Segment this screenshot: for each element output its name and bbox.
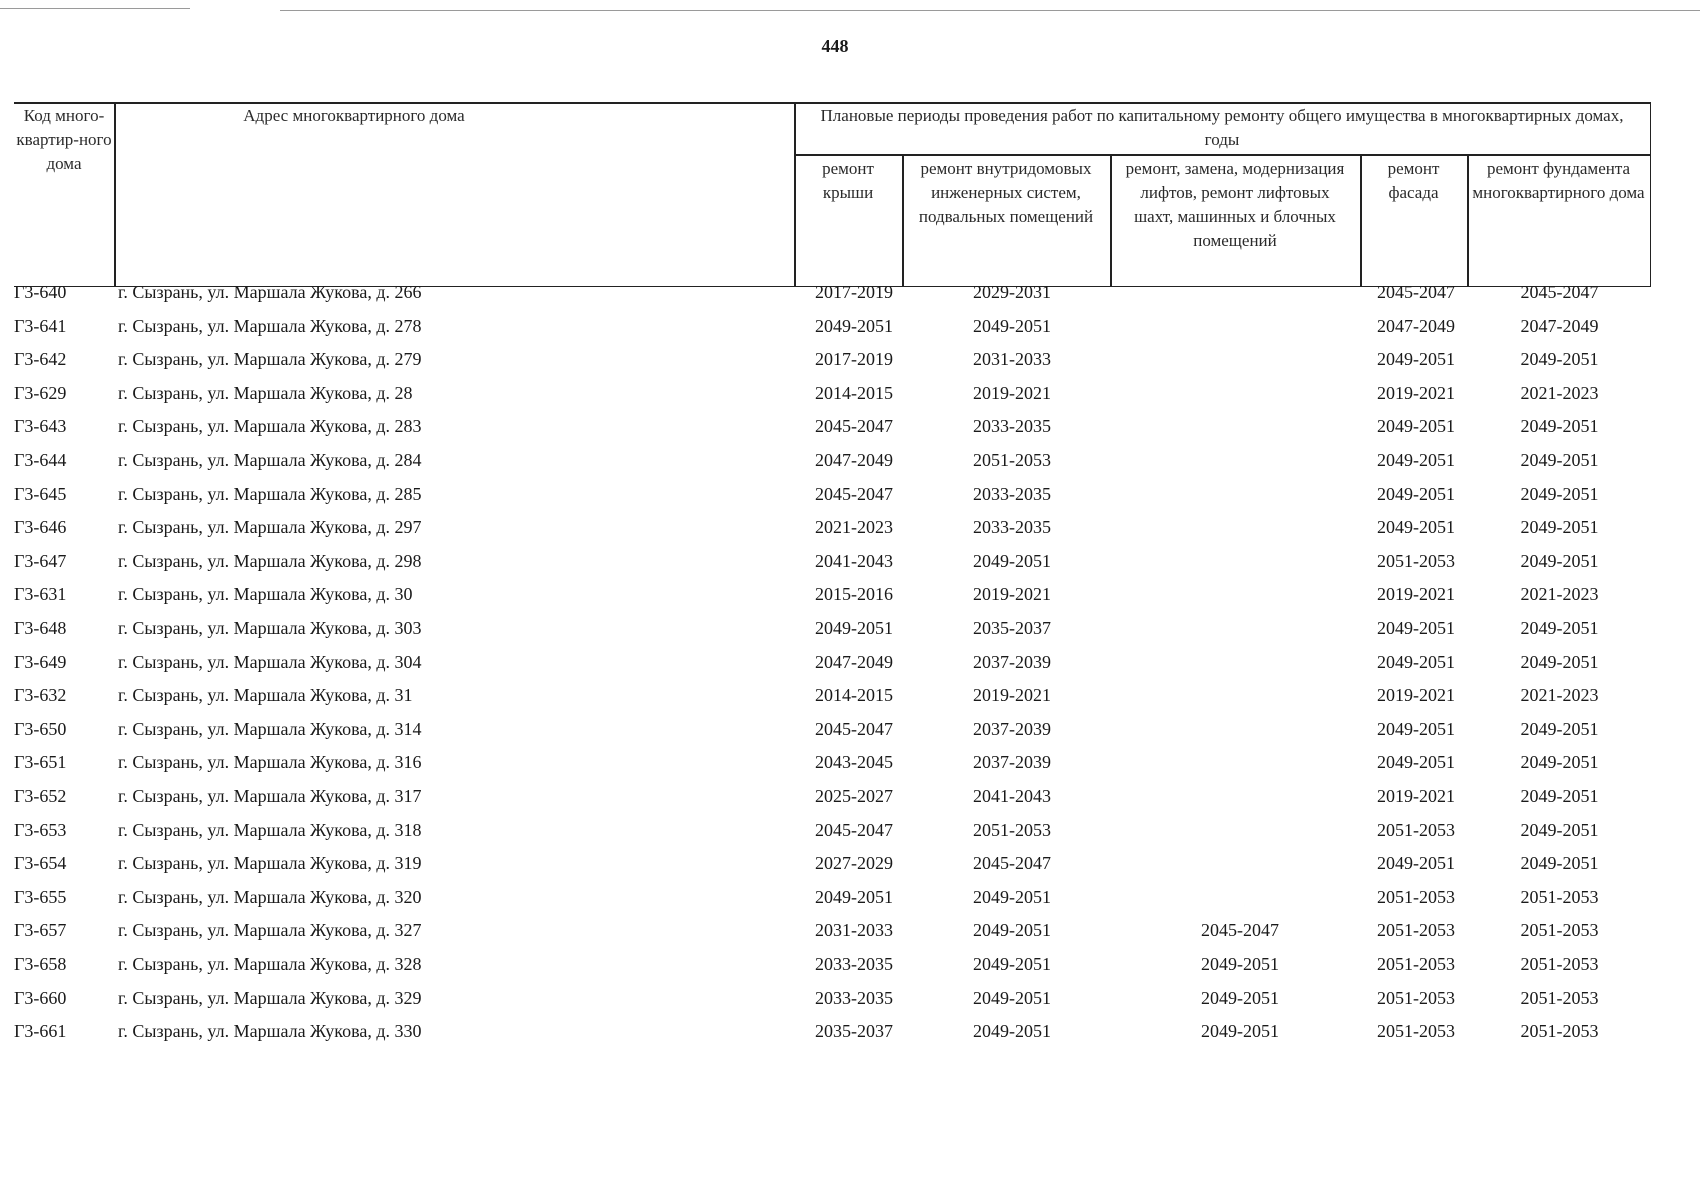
facade-period: 2051-2053 — [1377, 886, 1455, 907]
roof-period: 2045-2047 — [815, 416, 893, 437]
house-address: г. Сызрань, ул. Маршала Жукова, д. 320 — [118, 886, 422, 907]
engineering-period: 2035-2037 — [973, 618, 1051, 638]
table-row — [0, 580, 1703, 614]
engineering-period: 2045-2047 — [973, 853, 1051, 874]
table-row — [0, 379, 1703, 413]
table-row — [0, 513, 1703, 547]
table-row — [0, 782, 1703, 816]
roof-period: 2045-2047 — [815, 718, 893, 739]
table-row — [0, 950, 1703, 984]
facade-period: 2049-2051 — [1377, 718, 1455, 739]
facade-period: 2051-2053 — [1377, 550, 1455, 571]
house-address: г. Сызрань, ул. Маршала Жукова, д. 297 — [118, 517, 422, 538]
foundation-period: 2049-2051 — [1520, 550, 1599, 571]
table-row — [0, 681, 1703, 715]
engineering-period: 2019-2021 — [973, 382, 1051, 403]
engineering-period: 2049-2051 — [973, 987, 1051, 1008]
foundation-period: 2049-2051 — [1520, 618, 1599, 638]
foundation-period: 2051-2053 — [1520, 987, 1599, 1008]
house-address: г. Сызрань, ул. Маршала Жукова, д. 283 — [118, 416, 422, 437]
house-code: Г3-632 — [14, 685, 67, 706]
house-code: Г3-646 — [14, 517, 67, 538]
roof-period: 2017-2019 — [815, 282, 893, 302]
foundation-period: 2051-2053 — [1520, 920, 1599, 941]
engineering-period: 2049-2051 — [973, 550, 1051, 571]
house-code: Г3-647 — [14, 550, 67, 571]
foundation-period: 2049-2051 — [1520, 517, 1599, 538]
house-code: Г3-645 — [14, 483, 67, 504]
roof-period: 2021-2023 — [815, 517, 893, 538]
facade-period: 2049-2051 — [1377, 483, 1455, 504]
foundation-period: 2051-2053 — [1520, 886, 1599, 907]
engineering-period: 2049-2051 — [973, 954, 1051, 974]
page-number: 448 — [821, 36, 849, 56]
roof-period: 2033-2035 — [815, 987, 893, 1008]
house-code: Г3-654 — [14, 853, 67, 874]
roof-period: 2027-2029 — [815, 853, 893, 874]
header-address: Адрес многоквартирного дома — [243, 106, 465, 125]
lift-period: 2049-2051 — [1201, 987, 1279, 1008]
house-address: г. Сызрань, ул. Маршала Жукова, д. 266 — [118, 282, 422, 302]
house-address: г. Сызрань, ул. Маршала Жукова, д. 318 — [118, 819, 422, 840]
table-row — [0, 916, 1703, 950]
engineering-period: 2033-2035 — [973, 416, 1051, 437]
facade-period: 2049-2051 — [1377, 651, 1455, 672]
house-address: г. Сызрань, ул. Маршала Жукова, д. 319 — [118, 853, 422, 874]
house-code: Г3-660 — [14, 987, 67, 1008]
house-code: Г3-661 — [14, 1021, 67, 1042]
table-row — [0, 1017, 1703, 1051]
house-code: Г3-653 — [14, 819, 67, 840]
house-address: г. Сызрань, ул. Маршала Жукова, д. 314 — [118, 718, 422, 739]
facade-period: 2051-2053 — [1377, 987, 1455, 1008]
roof-period: 2017-2019 — [815, 349, 893, 370]
table-header — [14, 102, 1651, 287]
roof-period: 2041-2043 — [815, 550, 893, 571]
foundation-period: 2021-2023 — [1520, 382, 1599, 403]
table-row — [0, 648, 1703, 682]
house-address: г. Сызрань, ул. Маршала Жукова, д. 30 — [118, 584, 413, 605]
house-code: Г3-642 — [14, 349, 67, 370]
foundation-period: 2049-2051 — [1520, 853, 1599, 874]
engineering-period: 2031-2033 — [973, 349, 1051, 370]
house-address: г. Сызрань, ул. Маршала Жукова, д. 329 — [118, 987, 422, 1008]
facade-period: 2019-2021 — [1377, 584, 1455, 605]
table-row — [0, 748, 1703, 782]
foundation-period: 2051-2053 — [1520, 1021, 1599, 1042]
house-address: г. Сызрань, ул. Маршала Жукова, д. 327 — [118, 920, 422, 941]
roof-period: 2049-2051 — [815, 618, 893, 638]
engineering-period: 2029-2031 — [973, 282, 1051, 302]
foundation-period: 2049-2051 — [1520, 786, 1599, 806]
house-address: г. Сызрань, ул. Маршала Жукова, д. 285 — [118, 483, 422, 504]
roof-period: 2049-2051 — [815, 886, 893, 907]
table-row — [0, 715, 1703, 749]
header-periods: Плановые периоды проведения работ по капитальному ремонту общего имущества в многоквартирных домах, годы — [820, 106, 1624, 149]
roof-period: 2014-2015 — [815, 685, 893, 706]
house-code: Г3-657 — [14, 920, 67, 941]
facade-period: 2049-2051 — [1377, 853, 1455, 874]
house-address: г. Сызрань, ул. Маршала Жукова, д. 328 — [118, 954, 422, 974]
header-roof: ремонт крыши — [822, 159, 874, 202]
table-row — [0, 883, 1703, 917]
house-code: Г3-631 — [14, 584, 67, 605]
table-row — [0, 412, 1703, 446]
facade-period: 2051-2053 — [1377, 819, 1455, 840]
facade-period: 2019-2021 — [1377, 382, 1455, 403]
table-row — [0, 345, 1703, 379]
table-row — [0, 614, 1703, 648]
house-code: Г3-644 — [14, 450, 67, 470]
roof-period: 2025-2027 — [815, 786, 893, 806]
foundation-period: 2049-2051 — [1520, 752, 1599, 773]
facade-period: 2049-2051 — [1377, 752, 1455, 773]
house-code: Г3-629 — [14, 382, 67, 403]
table-row — [0, 984, 1703, 1018]
foundation-period: 2049-2051 — [1520, 450, 1599, 470]
house-code: Г3-650 — [14, 718, 67, 739]
house-address: г. Сызрань, ул. Маршала Жукова, д. 278 — [118, 315, 422, 336]
col-divider — [114, 102, 116, 286]
foundation-period: 2049-2051 — [1520, 416, 1599, 437]
facade-period: 2049-2051 — [1377, 450, 1455, 470]
facade-period: 2049-2051 — [1377, 349, 1455, 370]
house-code: Г3-652 — [14, 786, 67, 806]
table-row — [0, 849, 1703, 883]
roof-period: 2033-2035 — [815, 954, 893, 974]
header-facade: ремонт фасада — [1387, 159, 1440, 202]
house-code: Г3-658 — [14, 954, 67, 974]
facade-period: 2019-2021 — [1377, 685, 1455, 706]
engineering-period: 2037-2039 — [973, 752, 1051, 773]
roof-period: 2014-2015 — [815, 382, 893, 403]
house-address: г. Сызрань, ул. Маршала Жукова, д. 303 — [118, 618, 422, 638]
scan-artifact-line — [280, 10, 1700, 11]
roof-period: 2045-2047 — [815, 483, 893, 504]
facade-period: 2049-2051 — [1377, 517, 1455, 538]
foundation-period: 2049-2051 — [1520, 718, 1599, 739]
house-address: г. Сызрань, ул. Маршала Жукова, д. 298 — [118, 550, 422, 571]
foundation-period: 2021-2023 — [1520, 685, 1599, 706]
table-row — [0, 480, 1703, 514]
roof-period: 2047-2049 — [815, 651, 893, 672]
table-row — [0, 278, 1703, 312]
facade-period: 2047-2049 — [1377, 315, 1455, 336]
engineering-period: 2049-2051 — [973, 920, 1051, 941]
house-address: г. Сызрань, ул. Маршала Жукова, д. 284 — [118, 450, 422, 470]
house-address: г. Сызрань, ул. Маршала Жукова, д. 316 — [118, 752, 422, 773]
roof-period: 2045-2047 — [815, 819, 893, 840]
facade-period: 2051-2053 — [1377, 954, 1455, 974]
engineering-period: 2033-2035 — [973, 517, 1051, 538]
engineering-period: 2019-2021 — [973, 584, 1051, 605]
house-code: Г3-648 — [14, 618, 67, 638]
house-address: г. Сызрань, ул. Маршала Жукова, д. 28 — [118, 382, 413, 403]
foundation-period: 2045-2047 — [1520, 282, 1599, 302]
foundation-period: 2049-2051 — [1520, 819, 1599, 840]
facade-period: 2049-2051 — [1377, 618, 1455, 638]
engineering-period: 2049-2051 — [973, 1021, 1051, 1042]
table-row — [0, 816, 1703, 850]
roof-period: 2031-2033 — [815, 920, 893, 941]
engineering-period: 2041-2043 — [973, 786, 1051, 806]
house-code: Г3-655 — [14, 886, 67, 907]
header-foundation: ремонт фундамента многоквартирного дома — [1472, 159, 1645, 202]
roof-period: 2049-2051 — [815, 315, 893, 336]
facade-period: 2049-2051 — [1377, 416, 1455, 437]
scan-artifact-line — [0, 8, 190, 9]
facade-period: 2051-2053 — [1377, 1021, 1455, 1042]
engineering-period: 2019-2021 — [973, 685, 1051, 706]
engineering-period: 2037-2039 — [973, 651, 1051, 672]
engineering-period: 2049-2051 — [973, 886, 1051, 907]
header-lift: ремонт, замена, модернизация лифтов, ремонт лифтовых шахт, машинных и блочных помещений — [1125, 159, 1345, 250]
header-engineering: ремонт внутридомовых инженерных систем, подвальных помещений — [918, 159, 1094, 226]
engineering-period: 2051-2053 — [973, 819, 1051, 840]
facade-period: 2045-2047 — [1377, 282, 1455, 302]
facade-period: 2019-2021 — [1377, 786, 1455, 806]
lift-period: 2045-2047 — [1201, 920, 1279, 941]
foundation-period: 2049-2051 — [1520, 349, 1599, 370]
house-code: Г3-651 — [14, 752, 67, 773]
header-code: Код много-квартир-ного дома — [16, 106, 112, 173]
foundation-period: 2049-2051 — [1520, 651, 1599, 672]
facade-period: 2051-2053 — [1377, 920, 1455, 941]
table-row — [0, 446, 1703, 480]
engineering-period: 2051-2053 — [973, 450, 1051, 470]
house-code: Г3-640 — [14, 282, 67, 302]
table-row — [0, 547, 1703, 581]
foundation-period: 2021-2023 — [1520, 584, 1599, 605]
roof-period: 2015-2016 — [815, 584, 893, 605]
roof-period: 2043-2045 — [815, 752, 893, 773]
table-row — [0, 312, 1703, 346]
lift-period: 2049-2051 — [1201, 954, 1279, 974]
house-code: Г3-641 — [14, 315, 67, 336]
house-address: г. Сызрань, ул. Маршала Жукова, д. 279 — [118, 349, 422, 370]
house-address: г. Сызрань, ул. Маршала Жукова, д. 317 — [118, 786, 422, 806]
roof-period: 2047-2049 — [815, 450, 893, 470]
house-code: Г3-649 — [14, 651, 67, 672]
house-code: Г3-643 — [14, 416, 67, 437]
house-address: г. Сызрань, ул. Маршала Жукова, д. 304 — [118, 651, 422, 672]
foundation-period: 2047-2049 — [1520, 315, 1599, 336]
engineering-period: 2037-2039 — [973, 718, 1051, 739]
engineering-period: 2033-2035 — [973, 483, 1051, 504]
house-address: г. Сызрань, ул. Маршала Жукова, д. 330 — [118, 1021, 422, 1042]
foundation-period: 2051-2053 — [1520, 954, 1599, 974]
foundation-period: 2049-2051 — [1520, 483, 1599, 504]
lift-period: 2049-2051 — [1201, 1021, 1279, 1042]
house-address: г. Сызрань, ул. Маршала Жукова, д. 31 — [118, 685, 413, 706]
roof-period: 2035-2037 — [815, 1021, 893, 1042]
engineering-period: 2049-2051 — [973, 315, 1051, 336]
periods-divider — [794, 154, 1650, 156]
